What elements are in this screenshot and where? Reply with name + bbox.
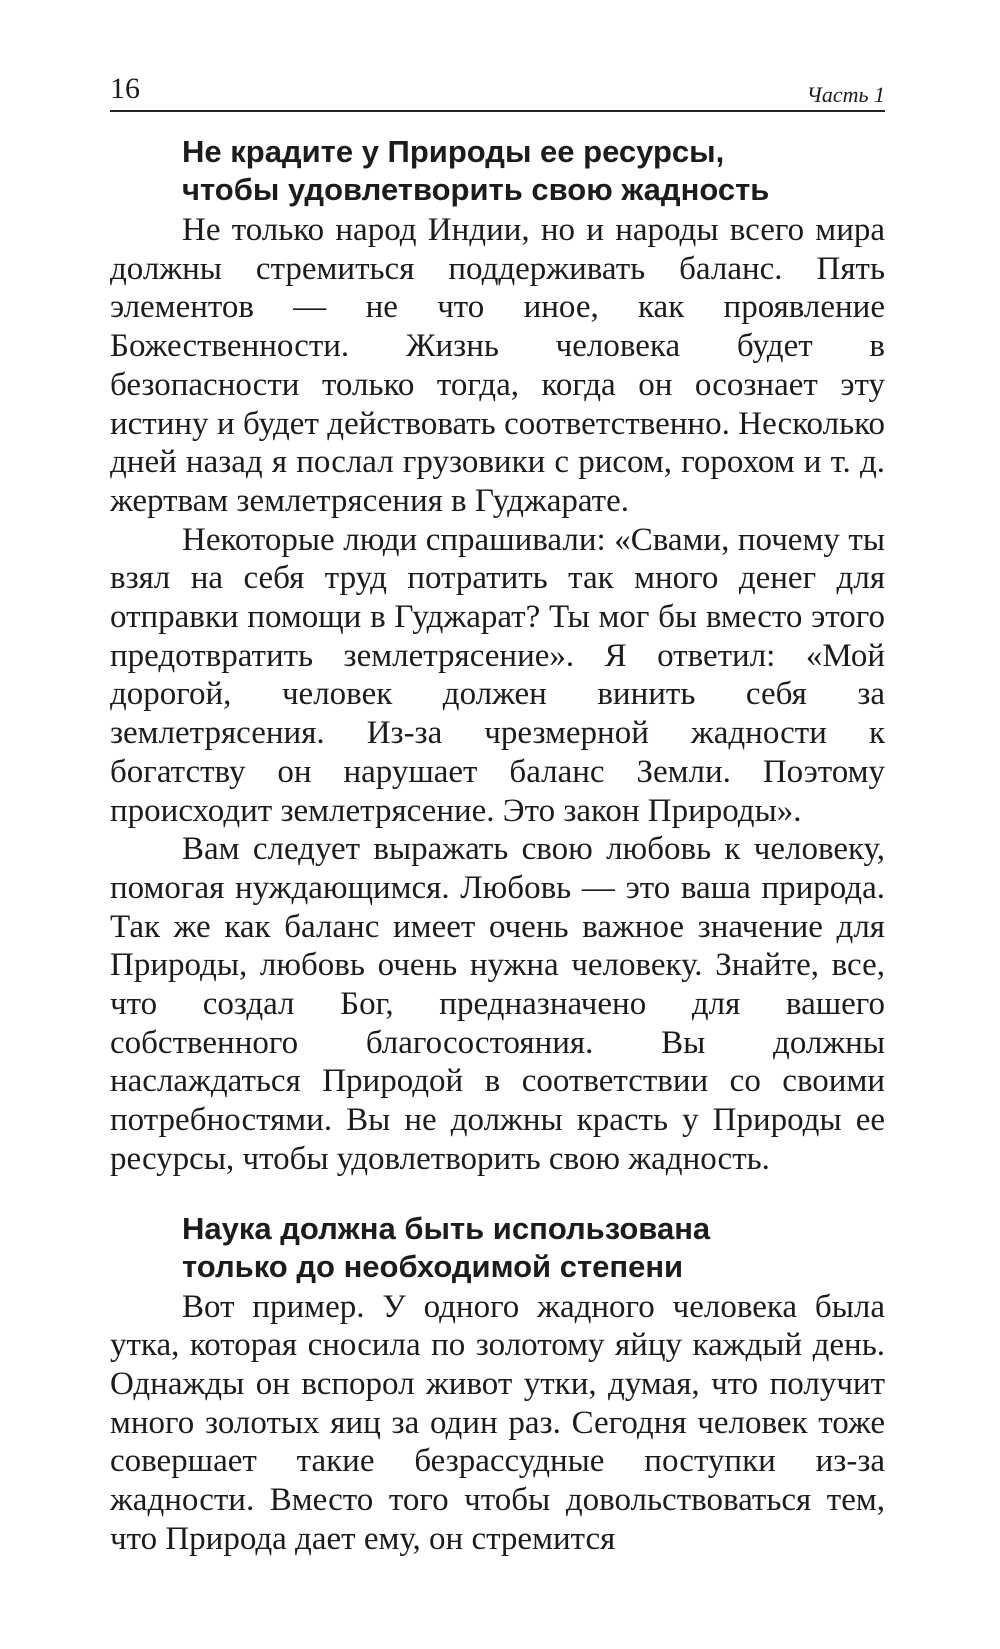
paragraph: Некоторые люди спрашивали: «Свами, почему ты взял на себя труд потратить так много денег для отправки помощи в Гуджарат? Ты мог бы вместо этого предотвратить землетрясение». Я ответил: «Мой дорогой, человек должен винить себя за землетрясения. Из-за чрезмерной жадности к богатству он нарушает баланс Земли. Поэтому происходит землетрясение. Это закон Природы». <box>110 521 885 829</box>
section-heading-2 <box>110 1210 885 1286</box>
paragraph: Не только народ Индии, но и народы всего мира должны стремиться поддерживать баланс. Пять элементов — не что иное, как проявление Божественности. Жизнь человека будет в безопасности только тогда, когда он осознает эту истину и будет действовать соответственно. Несколько дней назад я послал грузовики с рисом, горохом и т. д. жертвам землетрясения в Гуджарате. <box>110 212 885 519</box>
section-heading-1 <box>110 133 885 209</box>
paragraph: Вот пример. У одного жадного человека была утка, которая сносила по золотому яйцу каждый день. Однажды он вспорол живот утки, думая, что получит много золотых яиц за один раз. Сегодня человек тоже совершает такие безрассудные поступки из-за жадности. Вместо того чтобы довольствоваться тем, что Природа дает ему, он стремится <box>110 1288 885 1557</box>
book-page <box>110 72 885 1559</box>
heading-line: чтобы удовлетворить свою жадность <box>182 172 770 207</box>
section-label: Часть 1 <box>806 82 885 107</box>
heading-line: Наука должна быть использована <box>182 1210 711 1246</box>
paragraph: Вам следует выражать свою любовь к человеку, помогая нуждающимся. Любовь — это ваша природа. Так же как баланс имеет очень важное значение для Природы, любовь очень нужна человеку. Знайте, все, что создал Бог, предназначено для вашего собственного благосостояния. Вы должны наслаждаться Природой в соответствии со своими потребностями. Вы не должны красть у Природы ее ресурсы, чтобы удовлетворить свою жадность. <box>110 831 885 1177</box>
page-number: 16 <box>110 72 140 105</box>
heading-line: только до необходимой степени <box>182 1248 684 1284</box>
heading-line: Не крадите у Природы ее ресурсы, <box>182 134 725 169</box>
running-header <box>110 72 885 112</box>
